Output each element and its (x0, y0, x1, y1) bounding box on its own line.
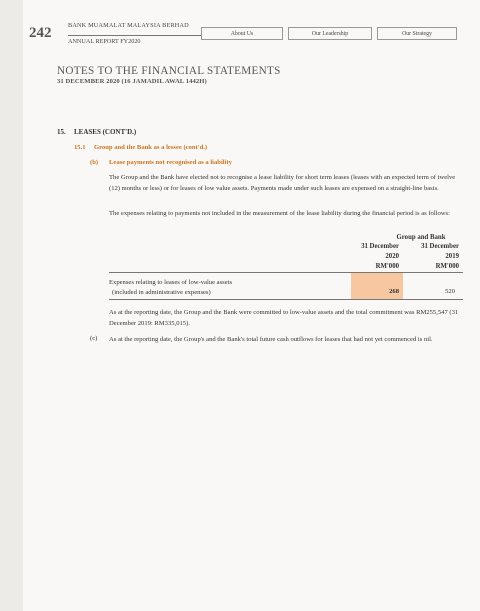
column-2019-date: 31 December (421, 243, 459, 250)
column-2019-year: 2019 (445, 253, 459, 261)
item-b-title: Lease payments not recognised as a liability (109, 159, 232, 166)
column-2020-date: 31 December (361, 243, 399, 250)
page (23, 0, 480, 611)
paragraph-commitment: As at the reporting date, the Group and the Bank were committed to low-value assets and the total commitment was RM255,547 (31 December 2019: RM335,015). (109, 309, 459, 327)
row-label-line-1: Expenses relating to leases of low-value assets (109, 279, 233, 286)
paragraph-future-cash-outflows: As at the reporting date, the Group's and the Bank's total future cash outflows for leases that had not yet commenced is nil. (109, 336, 433, 343)
value-2020: 268 (389, 288, 399, 295)
header-divider (68, 35, 219, 36)
bank-name: BANK MUAMALAT MALAYSIA BERHAD (68, 22, 189, 29)
column-2020-year: 2020 (385, 253, 399, 261)
item-c-number: (c) (90, 335, 98, 342)
table-column-2019 (401, 242, 459, 273)
item-b-number: (b) (90, 159, 99, 166)
table-group-header: Group and Bank (396, 234, 446, 241)
paragraph-short-term-leases: The Group and the Bank have elected not to recognise a lease liability for short term leases (leases with an expected term of twelve (12) months or less) or for leases of low value assets. Payments made under such leases are expensed on a straight-line basis. (109, 174, 456, 192)
page-subtitle: 31 DECEMBER 2020 (16 JAMADIL AWAL 1442H) (57, 78, 207, 85)
nav-about-us-button[interactable]: About Us (201, 27, 283, 40)
current-year-highlight (351, 272, 403, 300)
table-top-rule (109, 272, 463, 273)
annual-report-label: ANNUAL REPORT FY2020 (68, 38, 141, 45)
page-title: NOTES TO THE FINANCIAL STATEMENTS (57, 65, 281, 77)
row-label-line-2: (included in administrative expenses) (112, 288, 211, 296)
nav-our-strategy-button[interactable]: Our Strategy (377, 27, 457, 40)
column-2020-unit: RM'000 (375, 263, 399, 271)
column-2019-unit: RM'000 (435, 263, 459, 271)
table-column-2020 (341, 242, 399, 273)
paragraph-expenses-intro: The expenses relating to payments not included in the measurement of the lease liability during the financial period is as follows: (109, 210, 450, 217)
value-2019: 520 (445, 288, 455, 295)
table-row-label (109, 278, 232, 297)
section-title: LEASES (CONT'D.) (74, 128, 137, 136)
subsection-number: 15.1 (74, 144, 86, 151)
page-number: 242 (29, 25, 52, 41)
table-bottom-rule (109, 299, 463, 300)
section-number: 15. (57, 128, 66, 136)
subsection-title: Group and the Bank as a lessee (cont'd.) (94, 144, 208, 151)
nav-our-leadership-button[interactable]: Our Leadership (288, 27, 372, 40)
